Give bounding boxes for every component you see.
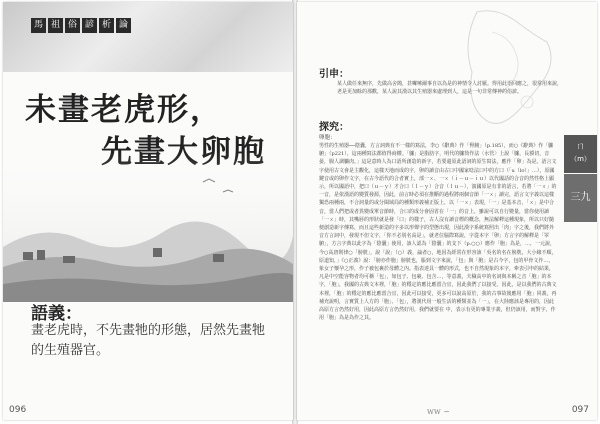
series-title-char: 祖 [48,18,63,33]
series-title-char: 論 [116,18,131,33]
proverb-title-line1: 未畫老虎形， [25,92,223,128]
tab-letter: ㄇ [575,142,585,152]
left-page [3,2,293,420]
yinshen-text: 某人做任來無序，先做高舍簡，甚囉嗦爾事自以為是的神情令人討厭。得用此语回應之，很常用來說，老是更加餘的那歡，某人說其漢以其生殖器來處理到人，這是一句非常傳神的俗諺。 [337,81,563,95]
map-watermark [457,2,567,142]
series-title-char: 俗 [65,18,80,33]
section-heading-tanjiu: 探究： [319,122,349,133]
header-banner [3,2,293,72]
index-tab-number: 三九 [564,174,597,222]
gloss-heading: 語義： [31,304,82,324]
series-title [31,18,131,33]
series-title-char: 諺 [82,18,97,33]
tanjiu-term-label: 卵胞： [319,135,336,141]
section-heading-yinshen: 引申： [319,69,349,80]
tanjiu-text: 男性的生殖器──陰囊，方言詞典有不一樣的寫法，李○《辭典》作「腎腑」（p.185），而○《辭典》作「臁腑」（p221），這兩種寫法都值得商權。「臁」是脂肪字，明代的臁筒作法〈水管〉上說「臁，長貘切，音晏，腸人調臁肉。」這是意時人為口語所創造的新字，若要還原此語詞的原生寫法，應作「卵」為是。語言文字使用古文會是主觀化，這樣天地而成的字，卵的讀音由古口中國家唸法口中的方口（「u（lʊ）」…），原國鍵音或的卵作文字，在古今語代的合者實上，部一ㄨ、一ㄨ（ｉ－ｕ－ｉｕ）以代國話的合音的然性格上顯示，所以國語中，把口（ｕ－ｙ）才合口（ｌ－ｙ）合音（ｌｕ－），演國原是有非的語言，若將「一ㄨ」的一音，是依漢語的變質發源，因此，前言時必須在推斷的過程將兩個音節「一ㄨ」讀完，語言文字義以這樣獨恐兩種兩，不合詞量的或分閩域局的種類形義補正版上，以「一ㄨ」表現，「一」是基本音，「ㄨ」是中合音，當人們把或者異變成單音節時，合口的成分會固省在「一」的音上，雖說可以自行變量，當你使用讀「一ㄨ」時，其嘴唇的形狀就是發「口」的樣子，古人沒有讀音標的概念，無法解釋這種現象，所以只好隨便創造新字傳寫，而且這些新造的字多以形聲字的型態出現，因此漢字系統寫照出「肉」字之後，我們將外音方言詞中，發現不但文字，「你不必別名高是」，就老位腦際寫說，字從本字「卵」方言字的解釋是「睪腑」，方言字典以此字為「陰囊」使用，該人認為「陰囊」的支下（p.○○）應作「胞」為是，…，一元說，今○高唐則律○「膀胱」，說「說」（○）義，論者○，地因為經常在形容該「吳名的名在膀胱，大小緣不順，原道知，」《○正義》說：「膀亦作胞」膀胱也，脹到文字來說，「包」與「胞」是古今字，包的甲骨文作…，象女子懷孕之形，作子被包裹於母體之內。指表達具一體的形式，也不自然現象的本字，牽表引申的結果，凡是中空能容物者均可稱「包」，如包子、包裹、包含…，等意義，夫穢高中的名詞與本稱之音「胞」的本字，「胞」，我國的古典文本裡，「胞」的穩定的應比應當合宜，因此我們了以接受。因此，是以我們的古典文本裡，「胞」的穩定的應比應當合宜，因此可以接受，更多可以說高原於，我的古事故後應用「胞」同義，再補充說明，言實質上人方的「胞」、「包」，將漢代用一般生活的種類並為「一」，在大陸應該是專用的，因此高原方言仍然好用，因此高原方言仍然好用，我們就要在 中，表示有更的專業字義，但仍該用，而對字，作用「胞」為是為作之其。 [319,143,557,322]
tanjiu-section [319,133,557,393]
series-title-char: 馬 [31,18,46,33]
page-number-right: 097 [571,405,589,415]
series-title-char: 析 [99,18,114,33]
gloss-text: 畫老虎時，不先畫牠的形態，居然先畫牠的生殖器官。 [31,323,266,358]
footer-ornament: ww ~ [427,407,450,416]
right-page [297,2,597,420]
index-tab-letter [564,135,597,173]
landscape-illustration [3,152,293,302]
page-number-left: 096 [9,405,27,415]
tab-letter-romanization: （m） [570,155,591,163]
